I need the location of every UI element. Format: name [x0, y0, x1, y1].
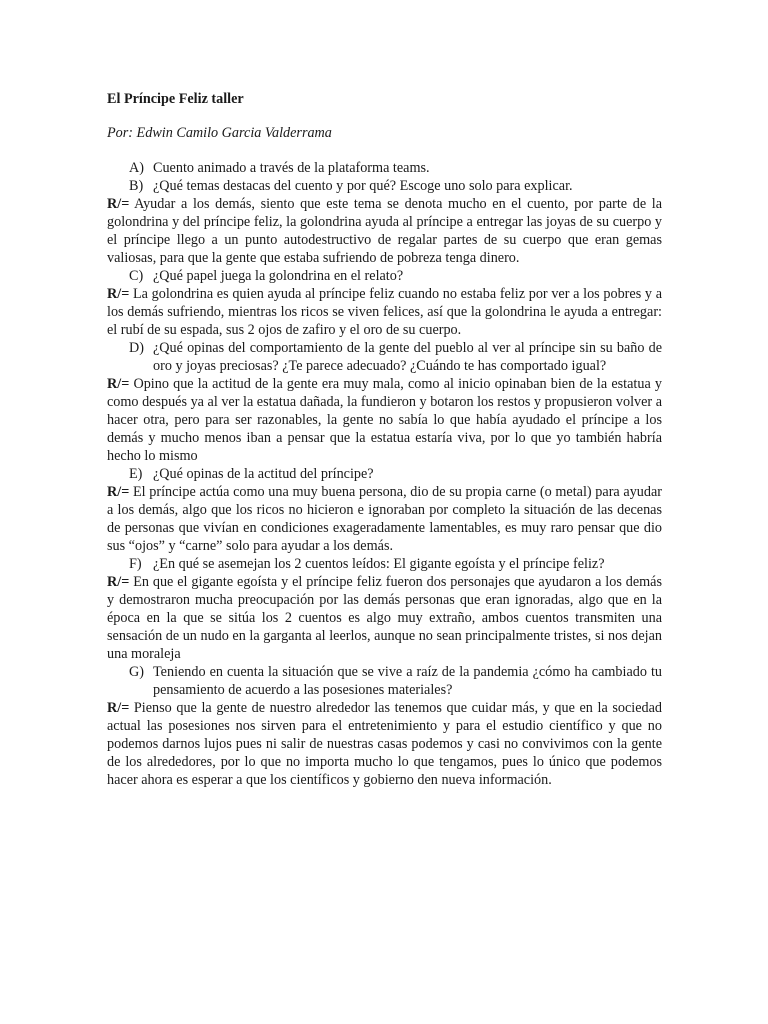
answer-f: [107, 573, 662, 663]
answer-text: Pienso que la gente de nuestro alrededor las tenemos que cuidar más, y que en la sociedad actual las posesiones nos sirven para el entretenimiento y para el estudio científico y que no podemos darnos lujos pues ni salir de nuestras casas podemos y casi no convivimos con la gente de los alrededores, por lo que no importa mucho lo que tengamos, pues lo único que podemos hacer ahora es esperar a que los científicos y gobierno den nueva información.: [107, 700, 662, 788]
document-author: Por: Edwin Camilo Garcia Valderrama: [107, 125, 332, 141]
question-text: ¿En qué se asemejan los 2 cuentos leídos: El gigante egoísta y el príncipe feliz?: [153, 556, 605, 572]
question-text: ¿Qué opinas del comportamiento de la gente del pueblo al ver al príncipe sin su baño de oro y joyas preciosas? ¿Te parece adecuado? ¿Cuándo te has comportado igual?: [153, 340, 662, 374]
question-g: [107, 663, 662, 699]
question-b: [107, 177, 662, 195]
question-letter: D): [129, 340, 144, 356]
question-text: ¿Qué opinas de la actitud del príncipe?: [153, 466, 374, 482]
answer-marker: R/=: [107, 286, 130, 302]
question-e: [107, 465, 662, 483]
question-letter: B): [129, 178, 144, 194]
question-letter: A): [129, 160, 144, 176]
question-d: [107, 339, 662, 375]
answer-g: [107, 699, 662, 789]
answer-marker: R/=: [107, 574, 130, 590]
answer-d: [107, 375, 662, 465]
question-f: [107, 555, 662, 573]
question-text: ¿Qué temas destacas del cuento y por qué? Escoge uno solo para explicar.: [153, 178, 573, 194]
answer-text: Opino que la actitud de la gente era muy mala, como al inicio opinaban bien de la estatua y como después ya al ver la estatua dañada, la fundieron y botaron los restos y propusieron volver a hacer otra, pero para ser razonables, la gente no sabía lo que había ayudado el príncipe a los demás y mucho menos iban a pensar que la estatua estaría viva, por lo que yo también habría hecho lo mismo: [107, 376, 663, 464]
question-c: [107, 267, 662, 285]
answer-b: [107, 195, 662, 267]
answer-c: [107, 285, 662, 339]
answer-e: [107, 483, 662, 555]
document-body: [107, 90, 662, 789]
answer-marker: R/=: [107, 484, 130, 500]
question-a: [107, 159, 662, 177]
document-title: El Príncipe Feliz taller: [107, 91, 244, 107]
answer-marker: R/=: [107, 196, 130, 212]
answer-marker: R/=: [107, 376, 130, 392]
question-letter: G): [129, 664, 144, 680]
question-text: Teniendo en cuenta la situación que se vive a raíz de la pandemia ¿cómo ha cambiado tu pensamiento de acuerdo a las posesiones materiales?: [153, 664, 662, 698]
answer-text: La golondrina es quien ayuda al príncipe feliz cuando no estaba feliz por ver a los pobres y a los demás sufriendo, mientras los ricos se viven felices, así que la golondrina le ayuda a entregar: el rubí de su espada, sus 2 ojos de zafiro y el oro de su cuerpo.: [107, 286, 662, 338]
question-text: ¿Qué papel juega la golondrina en el relato?: [153, 268, 404, 284]
question-text: Cuento animado a través de la plataforma teams.: [153, 160, 430, 176]
question-letter: F): [129, 556, 142, 572]
answer-text: Ayudar a los demás, siento que este tema se denota mucho en el cuento, por parte de la golondrina y del príncipe feliz, la golondrina ayuda al príncipe a entregar las joyas de su cuerpo y el príncipe llego a un punto autodestructivo de regalar partes de su cuerpo que eran gemas valiosas, para que la gente que estaba sufriendo de pobreza tenga dinero.: [107, 196, 662, 266]
answer-text: El príncipe actúa como una muy buena persona, dio de su propia carne (o metal) para ayudar a los demás, algo que los ricos no hicieron e ignoraban por completo la situación de las decenas de personas que vivían en condiciones exageradamente lamentables, es muy raro pensar que dio sus “ojos” y “carne” solo para ayudar a los demás.: [107, 484, 663, 554]
answer-text: En que el gigante egoísta y el príncipe feliz fueron dos personajes que ayudaron a los demás y demostraron mucha preocupación por las demás personas que eran ignoradas, algo que en la época en la que se sitúa los 2 cuentos es algo muy extraño, ambos cuentos transmiten una sensación de un nudo en la garganta al leerlos, aunque no sean principalmente tristes, si nos dejan una moraleja: [107, 574, 663, 662]
question-letter: C): [129, 268, 144, 284]
question-letter: E): [129, 466, 143, 482]
answer-marker: R/=: [107, 700, 130, 716]
